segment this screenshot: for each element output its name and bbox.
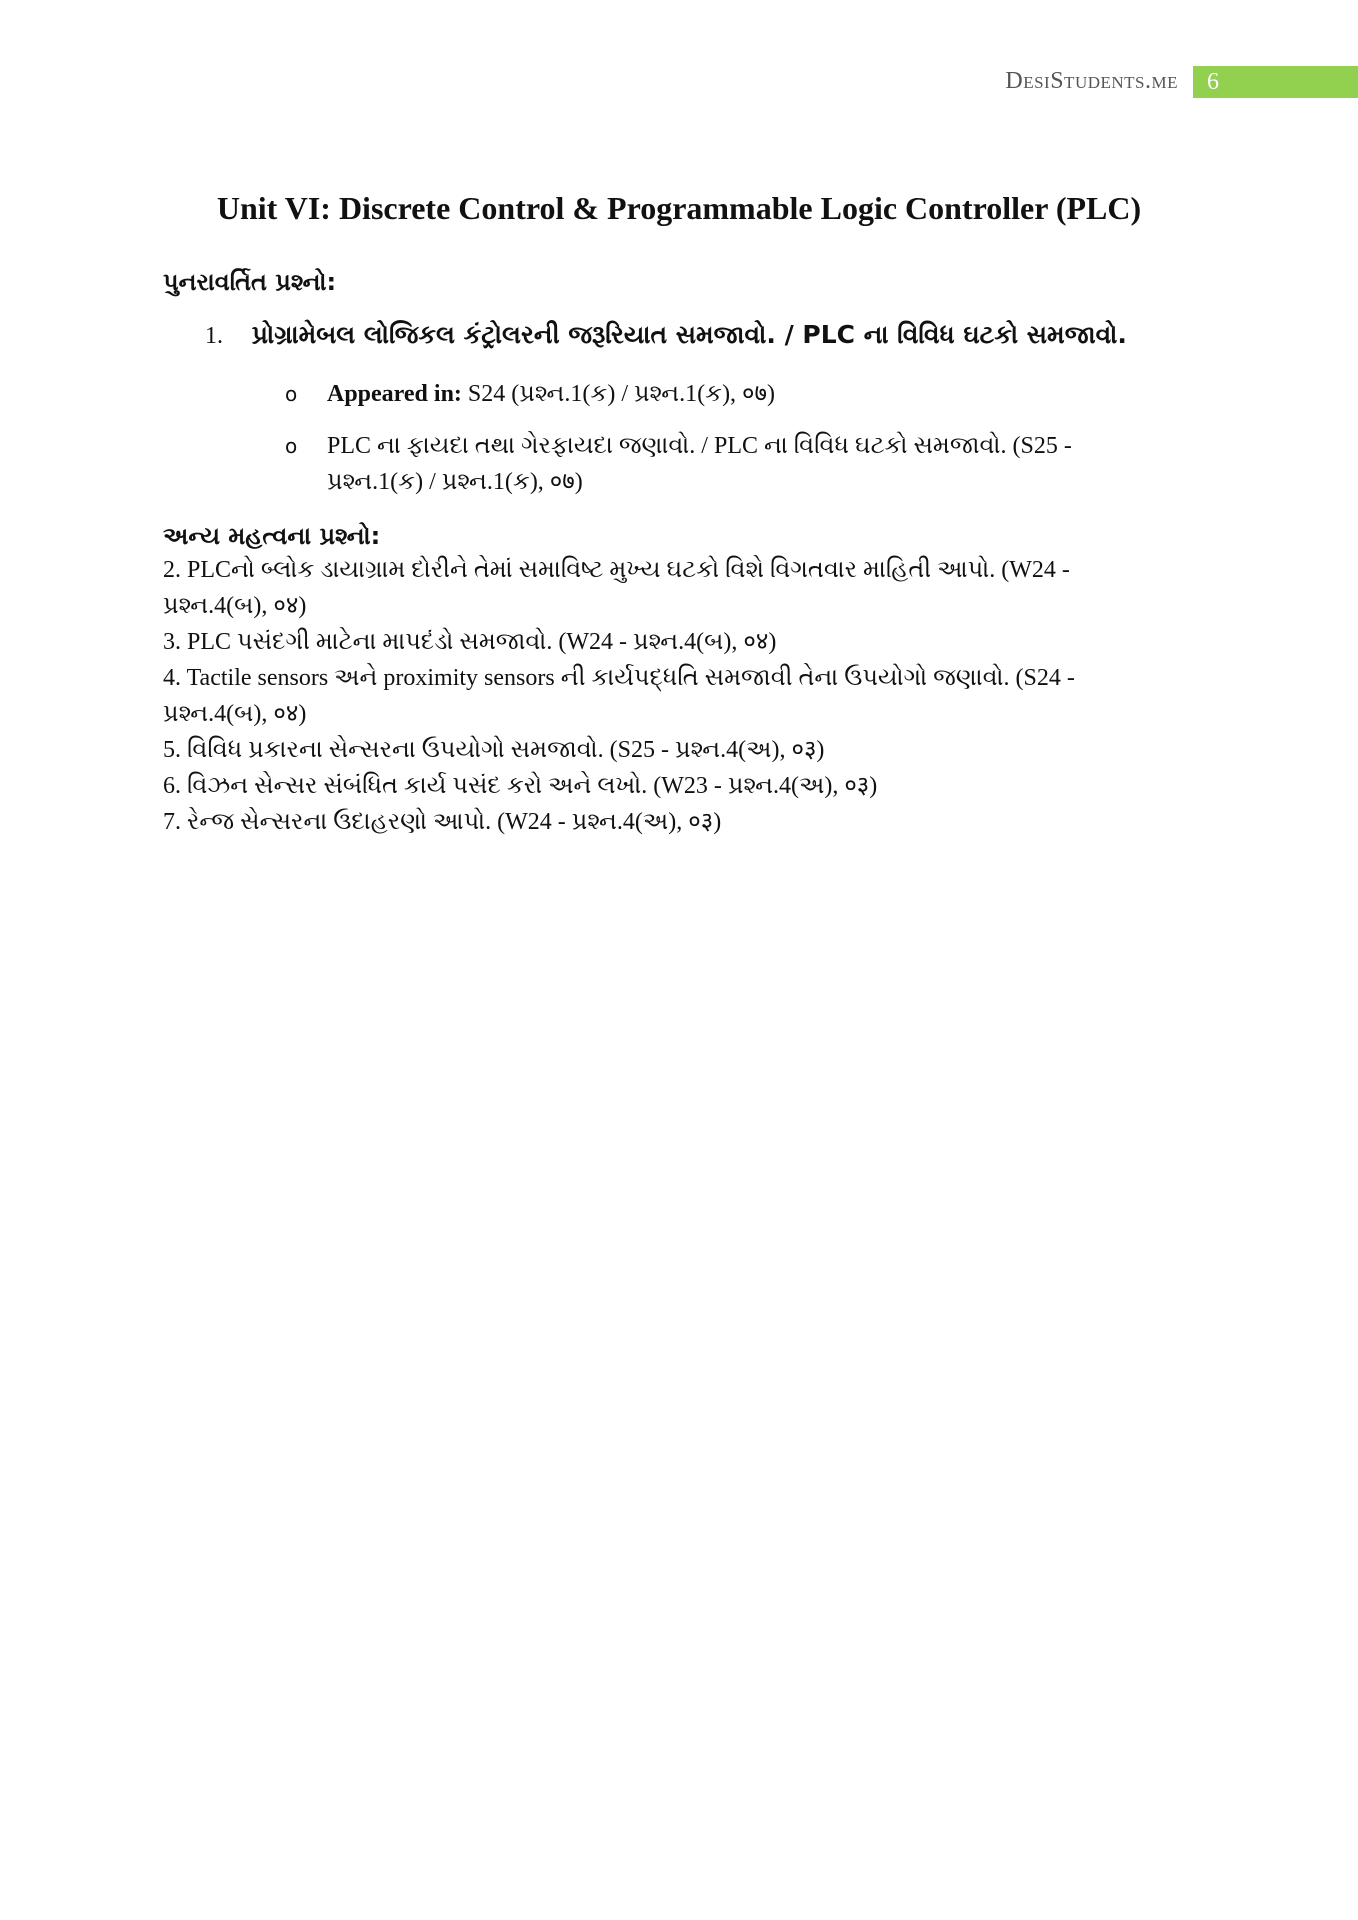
- question-1-sub-item: [285, 428, 1105, 500]
- sub-item-text: [327, 376, 1105, 412]
- appeared-in-value: S24 (પ્રશ્ન.1(ક) / પ્રશ્ન.1(ક), ०७): [461, 381, 776, 407]
- other-questions-heading: અન્ય મહત્વના પ્રશ્નો:: [163, 522, 381, 550]
- bullet-icon: o: [285, 434, 298, 458]
- other-questions-list: [163, 552, 1143, 840]
- list-item: 5. વિવિધ પ્રકારના સેન્સરના ઉપયોગો સમજાવો. (S25 - પ્રશ્ન.4(અ), ०३): [163, 737, 825, 763]
- question-1-text: પ્રોગ્રામેબલ લોજિકલ કંટ્રોલરની જરૂરિયાત સમજાવો. / PLC ના વિવિધ ઘટકો સમજાવો.: [251, 320, 1127, 349]
- header-site-name: DesiStudents.me: [1005, 68, 1178, 94]
- header-page-number: 6: [1193, 66, 1358, 98]
- repeated-questions-heading: પુનરાવર્તિત પ્રશ્નો:: [163, 268, 337, 296]
- list-item: 6. વિઝન સેન્સર સંબંધિત કાર્ય પસંદ કરો અને લખો. (W23 - પ્રશ્ન.4(અ), ०३): [163, 773, 878, 799]
- question-1-sub-item: [285, 376, 1105, 412]
- sub-item-text: PLC ના ફાયદા તથા ગેરફાયદા જણાવો. / PLC ના વિવિધ ઘટકો સમજાવો. (S25 - પ્રશ્ન.1(ક) / પ્રશ્ન.1(ક), ०७): [327, 433, 1072, 495]
- list-item: 2. PLCનો બ્લોક ડાયાગ્રામ દોરીને તેમાં સમાવિષ્ટ મુખ્ય ઘટકો વિશે વિગતવાર માહિતી આપો. (W24 - પ્રશ્ન.4(બ), ०४): [163, 557, 1070, 619]
- list-item: 3. PLC પસંદગી માટેના માપદંડો સમજાવો. (W24 - પ્રશ્ન.4(બ), ०४): [163, 629, 777, 655]
- question-1: [205, 320, 1127, 350]
- document-title: Unit VI: Discrete Control & Programmable Logic Controller (PLC): [216, 190, 1142, 226]
- list-item: 4. Tactile sensors અને proximity sensors ની કાર્યપદ્ધતિ સમજાવી તેના ઉપયોગો જણાવો. (S24 - પ્રશ્ન.4(બ), ०४): [163, 665, 1075, 727]
- bullet-icon: o: [285, 382, 298, 406]
- list-item: 7. રેન્જ સેન્સરના ઉદાહરણો આપો. (W24 - પ્રશ્ન.4(અ), ०३): [163, 809, 722, 835]
- appeared-in-label: Appeared in:: [327, 381, 462, 407]
- question-1-number: 1.: [205, 323, 223, 349]
